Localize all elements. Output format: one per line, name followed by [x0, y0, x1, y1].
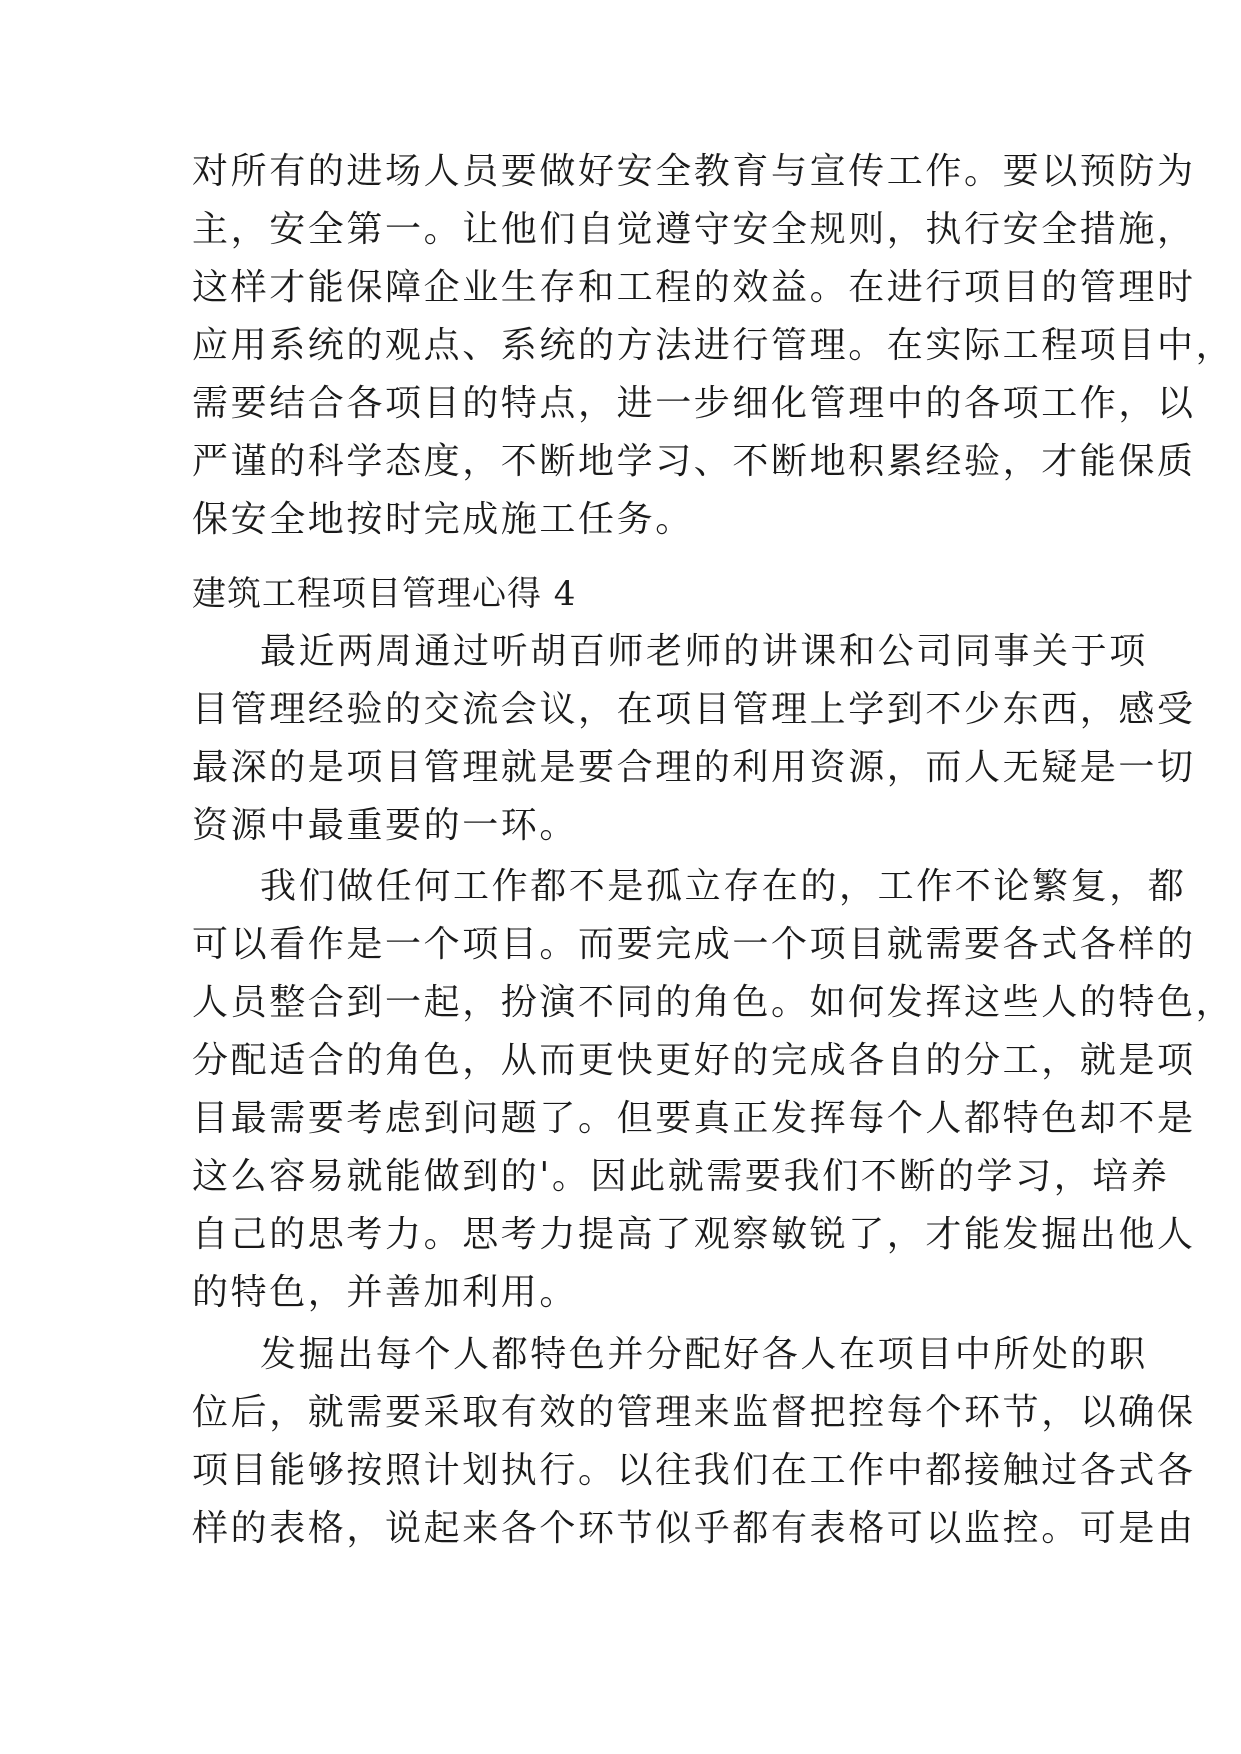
- paragraph-line: 严谨的科学态度，不断地学习、不断地积累经验，才能保质: [192, 441, 1196, 482]
- paragraph-3: [192, 858, 1235, 1322]
- paragraph-line: 资源中最重要的一环。: [192, 805, 579, 846]
- paragraph-line: 保安全地按时完成施工任务。: [192, 499, 694, 540]
- paragraph-line: 需要结合各项目的特点，进一步细化管理中的各项工作，以: [192, 383, 1196, 424]
- paragraph-line: 自己的思考力。思考力提高了观察敏锐了，才能发掘出他人: [192, 1214, 1196, 1255]
- paragraph-line: 最深的是项目管理就是要合理的利用资源，而人无疑是一切: [192, 747, 1196, 788]
- paragraph-4: [192, 1326, 1196, 1558]
- paragraph-line: 发掘出每个人都特色并分配好各人在项目中所处的职: [260, 1334, 1148, 1375]
- paragraph-line: 目管理经验的交流会议，在项目管理上学到不少东西，感受: [192, 689, 1196, 730]
- paragraph-line: 位后，就需要采取有效的管理来监督把控每个环节，以确保: [192, 1392, 1196, 1433]
- paragraph-2: [192, 623, 1196, 855]
- paragraph-line: 对所有的进场人员要做好安全教育与宣传工作。要以预防为: [192, 151, 1196, 192]
- paragraph-line: 主，安全第一。让他们自觉遵守安全规则，执行安全措施，: [192, 209, 1196, 250]
- paragraph-line: 可以看作是一个项目。而要完成一个项目就需要各式各样的: [192, 924, 1196, 965]
- paragraph-line: 的特色，并善加利用。: [192, 1272, 579, 1313]
- paragraph-line: 人员整合到一起，扮演不同的角色。如何发挥这些人的特色，: [192, 982, 1235, 1023]
- paragraph-line: 项目能够按照计划执行。以往我们在工作中都接触过各式各: [192, 1450, 1196, 1491]
- paragraph-line: 我们做任何工作都不是孤立存在的，工作不论繁复，都: [260, 866, 1187, 907]
- paragraph-1: [192, 143, 1235, 549]
- section-heading: 建筑工程项目管理心得 4: [192, 574, 577, 614]
- paragraph-line: 这样才能保障企业生存和工程的效益。在进行项目的管理时: [192, 267, 1196, 308]
- paragraph-line: 样的表格，说起来各个环节似乎都有表格可以监控。可是由: [192, 1508, 1196, 1549]
- paragraph-line: 这么容易就能做到的'。因此就需要我们不断的学习，培养: [192, 1156, 1170, 1197]
- paragraph-line: 分配适合的角色，从而更快更好的完成各自的分工，就是项: [192, 1040, 1196, 1081]
- paragraph-line: 目最需要考虑到问题了。但要真正发挥每个人都特色却不是: [192, 1098, 1196, 1139]
- paragraph-line: 最近两周通过听胡百师老师的讲课和公司同事关于项: [260, 631, 1148, 672]
- paragraph-line: 应用系统的观点、系统的方法进行管理。在实际工程项目中，: [192, 325, 1235, 366]
